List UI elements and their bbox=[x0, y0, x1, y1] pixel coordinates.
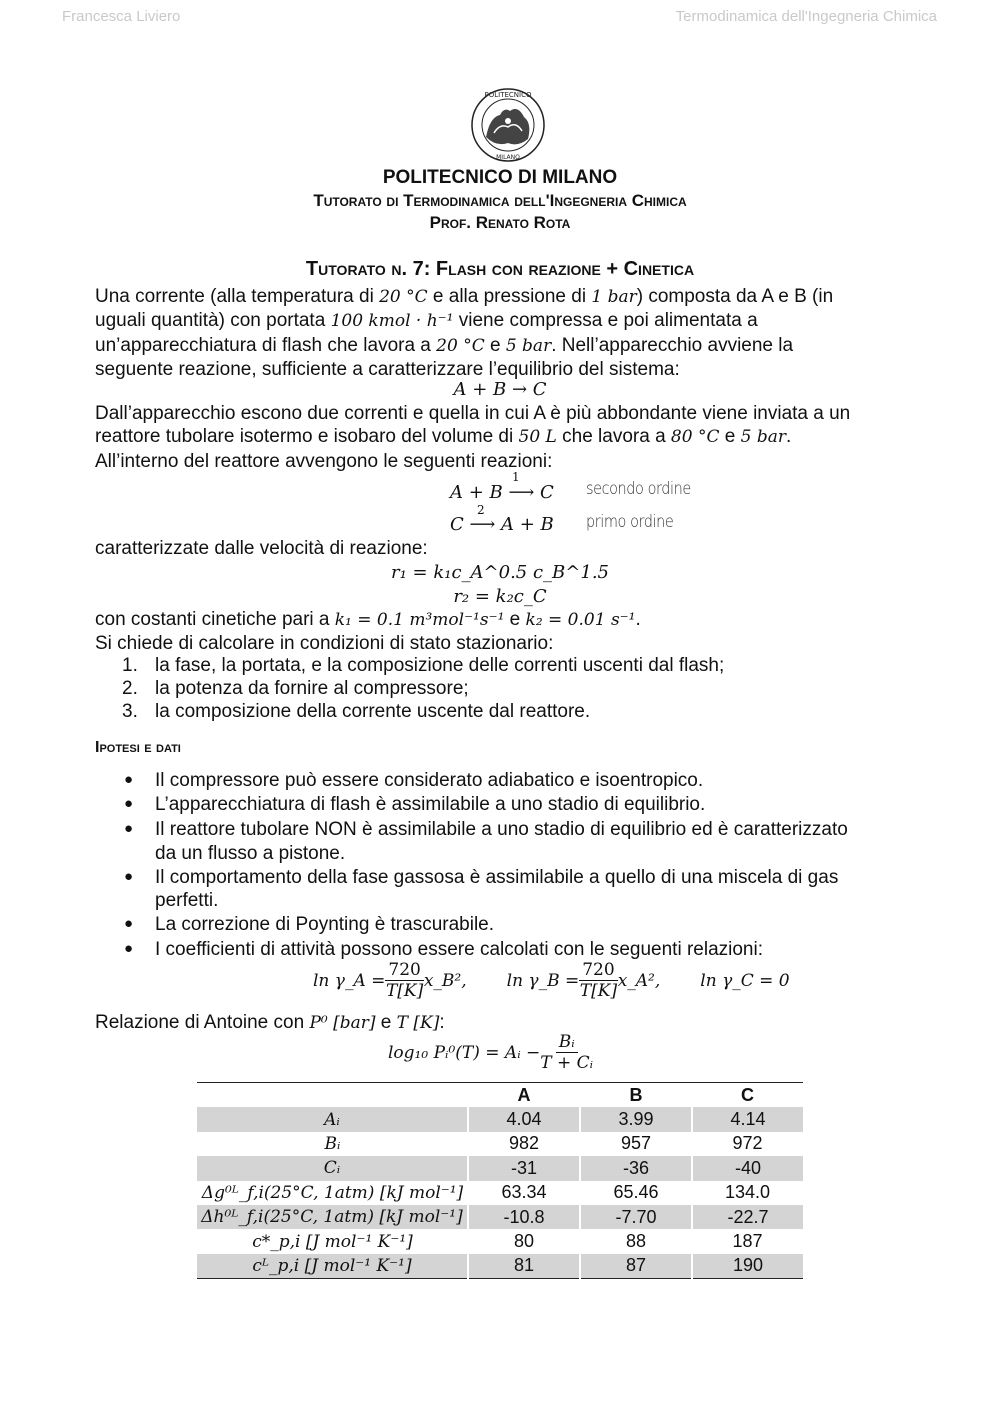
bullet-icon: ● bbox=[124, 820, 134, 837]
problem-paragraph-2: Dall’apparecchio escono due correnti e quella in cui A è più abbondante viene inviata a un reattore tubolare isotermo e isobaro del volume di 50 L che lavora a 80 °C e 5 bar. All’interno del reattore avvengono le seguenti reazioni: bbox=[95, 403, 851, 472]
activity-coefficient-equations bbox=[313, 960, 790, 1001]
list-item-continuation: da un flusso a pistone. bbox=[155, 843, 346, 864]
antoine-intro: Relazione di Antoine con P⁰ [bar] e T [K]: bbox=[95, 1012, 445, 1033]
column-header-c: C bbox=[741, 1084, 754, 1105]
rate-intro: caratterizzate dalle velocità di reazione: bbox=[95, 538, 428, 559]
gamma-c: ln γ_C = 0 bbox=[700, 970, 790, 991]
list-item: Il comportamento della fase gassosa è assimilabile a quello di una miscela di gas bbox=[155, 867, 839, 888]
reaction-2-index: 2 bbox=[477, 503, 485, 517]
table-row: Bᵢ 982 957 972 bbox=[324, 1133, 763, 1154]
exercise-title: Tutorato n. 7: Flash con reazione + Cinetica bbox=[305, 258, 695, 280]
table-row: Δh⁰ᴸ_f,i(25°C, 1atm) [kJ mol⁻¹] -10.8 -7.70 -22.7 bbox=[197, 1205, 803, 1229]
list-item: Il reattore tubolare NON è assimilabile a uno stadio di equilibrio ed è caratterizzato bbox=[155, 819, 848, 840]
svg-text:POLITECNICO: POLITECNICO bbox=[484, 91, 532, 99]
table-row: Δg⁰ᴸ_f,i(25°C, 1atm) [kJ mol⁻¹] 63.34 65.46 134.0 bbox=[201, 1182, 771, 1203]
svg-text:MILANO: MILANO bbox=[496, 154, 520, 161]
reaction-1-index: 1 bbox=[512, 470, 520, 484]
politecnico-seal-logo bbox=[470, 87, 546, 163]
fraction: $\frac{720}{T[K]}$ bbox=[385, 960, 424, 1001]
bullet-icon: ● bbox=[124, 915, 134, 932]
hypotheses-heading: Ipotesi e dati bbox=[95, 739, 181, 756]
property-table bbox=[197, 1082, 803, 1279]
antoine-equation: log₁₀ Pᵢ⁰(T) = Aᵢ − $\frac{\text{Bᵢ}}{\text{T + Cᵢ}}$ bbox=[388, 1032, 594, 1073]
reaction-2-order-note: primo ordine bbox=[586, 512, 674, 532]
header-course: Termodinamica dell'Ingegneria Chimica bbox=[675, 8, 937, 25]
column-header-b: B bbox=[629, 1084, 643, 1105]
bullet-icon: ● bbox=[124, 940, 134, 957]
flash-reaction-equation: A + B → C bbox=[453, 379, 547, 400]
gamma-b-rhs: x_A², bbox=[617, 970, 661, 991]
course-title: Tutorato di Termodinamica dell'Ingegneria Chimica bbox=[313, 191, 687, 210]
professor-name: Prof. Renato Rota bbox=[429, 213, 571, 232]
table-header-row bbox=[197, 1083, 803, 1108]
gamma-a-rhs: x_B², bbox=[423, 970, 467, 991]
kinetic-constants: con costanti cinetiche pari a k₁ = 0.1 m³mol⁻¹s⁻¹ e k₂ = 0.01 s⁻¹. bbox=[95, 609, 641, 630]
bullet-icon: ● bbox=[124, 868, 134, 885]
gamma-a-lhs: ln γ_A = bbox=[313, 970, 386, 991]
reaction-2: C ⟶ A + B bbox=[450, 514, 554, 535]
table-row: Aᵢ 4.04 3.99 4.14 bbox=[197, 1107, 803, 1131]
list-item: I coefficienti di attività possono essere calcolati con le seguenti relazioni: bbox=[155, 939, 763, 960]
request-intro: Si chiede di calcolare in condizioni di stato stazionario: bbox=[95, 633, 554, 654]
bullet-icon: ● bbox=[124, 795, 134, 812]
rate-equation-2: r₂ = k₂c_C bbox=[453, 586, 547, 607]
reaction-1: A + B ⟶ C bbox=[450, 482, 554, 503]
list-item: Il compressore può essere considerato adiabatico e isoentropico. bbox=[155, 770, 704, 791]
table-row: c*_p,i [J mol⁻¹ K⁻¹] 80 88 187 bbox=[252, 1231, 763, 1252]
rate-equation-1: r₁ = k₁c_A^0.5 c_B^1.5 bbox=[391, 562, 609, 583]
header-author: Francesca Liviero bbox=[62, 8, 181, 25]
gamma-b-lhs: ln γ_B = bbox=[506, 970, 580, 991]
list-item: La correzione di Poynting è trascurabile. bbox=[155, 914, 495, 935]
table-row: cᴸ_p,i [J mol⁻¹ K⁻¹] 81 87 190 bbox=[197, 1254, 803, 1279]
reaction-1-order-note: secondo ordine bbox=[586, 479, 691, 499]
table-row: Cᵢ -31 -36 -40 bbox=[197, 1156, 803, 1180]
problem-paragraph-1: Una corrente (alla temperatura di 20 °C e alla pressione di 1 bar) composta da A e B (in uguali quantità) con portata 100 kmol · h⁻¹ viene compressa e poi alimentata a un’apparecchiatura di flash che lavora a 20 °C e 5 bar. Nell’apparecchio avviene la seguente reazione, sufficiente a caratterizzare l’equilibrio del sistema: bbox=[95, 286, 834, 380]
institution-title: POLITECNICO DI MILANO bbox=[382, 167, 618, 188]
list-item: L’apparecchiatura di flash è assimilabile a uno stadio di equilibrio. bbox=[155, 794, 706, 815]
column-header-a: A bbox=[517, 1084, 531, 1105]
list-item-continuation: perfetti. bbox=[155, 890, 219, 911]
bullet-icon: ● bbox=[124, 771, 134, 788]
fraction: $\frac{720}{T[K]}$ bbox=[579, 960, 618, 1001]
